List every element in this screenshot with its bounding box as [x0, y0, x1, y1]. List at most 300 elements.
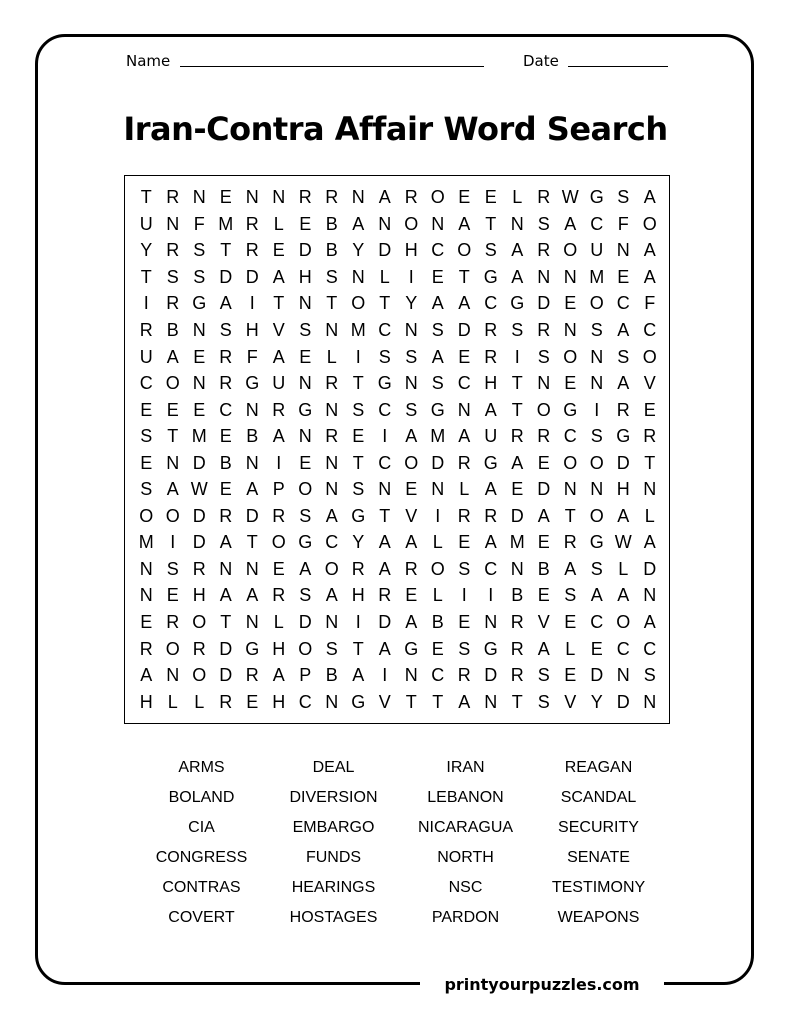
grid-cell[interactable]: L [432, 585, 443, 606]
grid-cell[interactable]: A [378, 532, 391, 553]
grid-cell[interactable]: T [644, 452, 656, 473]
grid-cell[interactable]: D [192, 505, 206, 526]
grid-cell[interactable]: R [484, 505, 498, 526]
grid-cell[interactable]: R [325, 426, 339, 447]
grid-cell[interactable]: N [166, 665, 180, 686]
grid-cell[interactable]: N [484, 612, 498, 633]
grid-cell[interactable]: A [219, 585, 232, 606]
grid-cell[interactable]: T [352, 373, 364, 394]
grid-cell[interactable]: B [325, 213, 338, 234]
grid-cell[interactable]: E [405, 585, 418, 606]
grid-cell[interactable]: E [511, 479, 524, 500]
grid-cell[interactable]: A [140, 665, 153, 686]
grid-cell[interactable]: G [589, 187, 604, 208]
grid-cell[interactable]: G [245, 373, 260, 394]
grid-cell[interactable]: N [245, 452, 259, 473]
grid-cell[interactable]: N [404, 320, 418, 340]
grid-cell[interactable]: O [404, 213, 419, 234]
grid-cell[interactable]: N [192, 320, 206, 340]
grid-cell[interactable]: E [193, 346, 206, 367]
grid-cell[interactable]: A [484, 479, 497, 500]
grid-cell[interactable]: Y [352, 240, 365, 261]
grid-cell[interactable]: A [484, 399, 497, 420]
grid-cell[interactable]: T [167, 426, 179, 447]
grid-cell[interactable]: E [272, 558, 285, 579]
grid-cell[interactable]: S [458, 558, 471, 579]
grid-cell[interactable]: H [404, 240, 418, 261]
grid-cell[interactable]: E [166, 399, 179, 420]
grid-cell[interactable]: D [219, 638, 233, 659]
grid-cell[interactable]: D [245, 266, 259, 287]
grid-cell[interactable]: B [325, 665, 338, 686]
grid-cell[interactable]: G [483, 266, 498, 287]
grid-cell[interactable]: A [272, 266, 285, 287]
grid-cell[interactable]: B [246, 426, 259, 447]
grid-cell[interactable]: R [219, 691, 233, 712]
grid-cell[interactable]: R [643, 426, 657, 447]
grid-cell[interactable]: P [272, 479, 285, 500]
grid-cell[interactable]: A [246, 479, 259, 500]
grid-cell[interactable]: C [378, 320, 392, 340]
grid-cell[interactable]: D [510, 505, 524, 526]
grid-cell[interactable]: O [298, 479, 313, 500]
grid-cell[interactable]: T [511, 691, 523, 712]
grid-cell[interactable]: N [192, 373, 206, 394]
grid-cell[interactable]: O [589, 505, 604, 526]
grid-cell[interactable]: A [352, 213, 365, 234]
grid-cell[interactable]: C [219, 399, 233, 420]
grid-cell[interactable]: D [378, 612, 392, 633]
grid-cell[interactable]: B [166, 320, 179, 340]
grid-cell[interactable]: O [324, 558, 339, 579]
grid-cell[interactable]: N [245, 558, 259, 579]
grid-cell[interactable]: D [245, 505, 259, 526]
grid-cell[interactable]: B [537, 558, 550, 579]
grid-cell[interactable]: A [537, 638, 550, 659]
grid-cell[interactable]: H [351, 585, 365, 606]
grid-cell[interactable]: N [325, 452, 339, 473]
grid-cell[interactable]: S [193, 240, 206, 261]
grid-cell[interactable]: A [458, 426, 471, 447]
grid-cell[interactable]: L [194, 691, 205, 712]
grid-cell[interactable]: E [458, 612, 471, 633]
grid-cell[interactable]: N [563, 320, 577, 340]
grid-cell[interactable]: A [643, 266, 656, 287]
grid-cell[interactable]: A [617, 373, 630, 394]
grid-cell[interactable]: R [245, 665, 259, 686]
grid-cell[interactable]: S [299, 320, 312, 340]
grid-cell[interactable]: L [512, 187, 523, 208]
grid-cell[interactable]: O [589, 452, 604, 473]
grid-cell[interactable]: A [458, 691, 471, 712]
grid-cell[interactable]: H [484, 373, 498, 394]
grid-cell[interactable]: G [589, 532, 604, 553]
grid-cell[interactable]: R [616, 399, 630, 420]
grid-cell[interactable]: U [590, 240, 604, 261]
grid-cell[interactable]: M [509, 532, 525, 553]
grid-cell[interactable]: S [299, 585, 312, 606]
grid-cell[interactable]: N [510, 213, 524, 234]
grid-cell[interactable]: N [590, 479, 604, 500]
grid-cell[interactable]: N [139, 585, 153, 606]
grid-cell[interactable]: C [590, 612, 604, 633]
grid-cell[interactable]: O [642, 346, 657, 367]
grid-cell[interactable]: A [378, 187, 391, 208]
grid-cell[interactable]: V [643, 373, 656, 394]
grid-cell[interactable]: B [325, 240, 338, 261]
grid-cell[interactable]: R [166, 187, 180, 208]
grid-cell[interactable]: S [405, 399, 418, 420]
grid-cell[interactable]: N [166, 452, 180, 473]
grid-cell[interactable]: T [564, 505, 576, 526]
grid-cell[interactable]: N [616, 665, 630, 686]
grid-cell[interactable]: T [140, 187, 152, 208]
grid-cell[interactable]: R [404, 558, 418, 579]
grid-cell[interactable]: A [564, 213, 577, 234]
grid-cell[interactable]: C [616, 638, 630, 659]
grid-cell[interactable]: N [192, 187, 206, 208]
grid-cell[interactable]: R [378, 585, 392, 606]
grid-cell[interactable]: A [564, 558, 577, 579]
grid-cell[interactable]: N [563, 266, 577, 287]
grid-cell[interactable]: O [139, 505, 154, 526]
grid-cell[interactable]: R [484, 320, 498, 340]
grid-cell[interactable]: N [643, 479, 657, 500]
grid-cell[interactable]: M [350, 320, 366, 340]
grid-cell[interactable]: C [298, 691, 312, 712]
grid-cell[interactable]: S [564, 585, 577, 606]
grid-cell[interactable]: R [563, 532, 577, 553]
grid-cell[interactable]: L [326, 346, 337, 367]
grid-cell[interactable]: T [405, 691, 417, 712]
grid-cell[interactable]: S [352, 479, 365, 500]
grid-cell[interactable]: N [537, 266, 551, 287]
grid-cell[interactable]: N [404, 665, 418, 686]
grid-cell[interactable]: C [590, 213, 604, 234]
grid-cell[interactable]: P [299, 665, 312, 686]
grid-cell[interactable]: O [563, 452, 578, 473]
grid-cell[interactable]: U [484, 426, 498, 447]
grid-cell[interactable]: T [220, 612, 232, 633]
grid-cell[interactable]: A [617, 505, 630, 526]
grid-cell[interactable]: A [219, 532, 232, 553]
grid-cell[interactable]: A [643, 187, 656, 208]
grid-cell[interactable]: O [563, 346, 578, 367]
grid-cell[interactable]: E [299, 452, 312, 473]
grid-cell[interactable]: A [325, 505, 338, 526]
grid-cell[interactable]: A [643, 532, 656, 553]
grid-cell[interactable]: E [405, 479, 418, 500]
grid-cell[interactable]: N [325, 612, 339, 633]
grid-cell[interactable]: F [617, 213, 629, 234]
grid-cell[interactable]: O [351, 293, 366, 314]
grid-cell[interactable]: D [643, 558, 657, 579]
grid-cell[interactable]: A [166, 479, 179, 500]
grid-cell[interactable]: M [430, 426, 446, 447]
grid-cell[interactable]: U [272, 373, 286, 394]
grid-cell[interactable]: G [404, 638, 419, 659]
grid-cell[interactable]: D [219, 665, 233, 686]
grid-cell[interactable]: L [618, 558, 629, 579]
grid-cell[interactable]: E [352, 426, 365, 447]
grid-cell[interactable]: R [219, 373, 233, 394]
grid-cell[interactable]: L [459, 479, 470, 500]
grid-cell[interactable]: O [536, 399, 551, 420]
grid-cell[interactable]: N [245, 399, 259, 420]
grid-cell[interactable]: L [273, 612, 284, 633]
grid-cell[interactable]: B [511, 585, 524, 606]
grid-cell[interactable]: C [325, 532, 339, 553]
grid-cell[interactable]: H [192, 585, 206, 606]
grid-cell[interactable]: R [245, 240, 259, 261]
grid-cell[interactable]: A [431, 346, 444, 367]
grid-cell[interactable]: A [166, 346, 179, 367]
grid-cell[interactable]: I [514, 346, 520, 367]
grid-cell[interactable]: E [564, 373, 577, 394]
grid-cell[interactable]: G [298, 532, 313, 553]
grid-cell[interactable]: R [510, 665, 524, 686]
grid-cell[interactable]: E [564, 293, 577, 314]
grid-cell[interactable]: R [510, 638, 524, 659]
grid-cell[interactable]: C [378, 399, 392, 420]
grid-cell[interactable]: N [351, 266, 365, 287]
grid-cell[interactable]: E [458, 346, 471, 367]
grid-cell[interactable]: E [484, 187, 497, 208]
grid-cell[interactable]: G [510, 293, 525, 314]
grid-cell[interactable]: G [616, 426, 631, 447]
grid-cell[interactable]: C [616, 293, 630, 314]
grid-cell[interactable]: I [594, 399, 600, 420]
grid-cell[interactable]: D [616, 691, 630, 712]
grid-cell[interactable]: G [483, 638, 498, 659]
grid-cell[interactable]: D [219, 266, 233, 287]
grid-cell[interactable]: E [564, 612, 577, 633]
grid-cell[interactable]: E [458, 187, 471, 208]
grid-cell[interactable]: R [166, 612, 180, 633]
grid-cell[interactable]: C [643, 638, 657, 659]
grid-cell[interactable]: A [219, 293, 232, 314]
grid-cell[interactable]: E [219, 479, 232, 500]
grid-cell[interactable]: I [382, 426, 388, 447]
grid-cell[interactable]: O [192, 665, 207, 686]
grid-cell[interactable]: E [140, 399, 153, 420]
grid-cell[interactable]: N [510, 558, 524, 579]
grid-cell[interactable]: T [511, 399, 523, 420]
grid-cell[interactable]: L [432, 532, 443, 553]
grid-cell[interactable]: G [563, 399, 578, 420]
grid-cell[interactable]: O [165, 373, 180, 394]
grid-cell[interactable]: R [351, 558, 365, 579]
grid-cell[interactable]: R [510, 612, 524, 633]
grid-cell[interactable]: D [192, 532, 206, 553]
grid-cell[interactable]: N [272, 187, 286, 208]
grid-cell[interactable]: A [617, 320, 630, 340]
grid-cell[interactable]: L [565, 638, 576, 659]
grid-cell[interactable]: R [192, 638, 206, 659]
grid-cell[interactable]: G [483, 452, 498, 473]
grid-cell[interactable]: A [405, 532, 418, 553]
grid-cell[interactable]: O [298, 638, 313, 659]
grid-cell[interactable]: C [431, 665, 445, 686]
grid-cell[interactable]: R [139, 320, 153, 340]
grid-cell[interactable]: G [245, 638, 260, 659]
grid-cell[interactable]: S [219, 320, 232, 340]
grid-cell[interactable]: A [458, 213, 471, 234]
grid-cell[interactable]: A [405, 612, 418, 633]
grid-cell[interactable]: V [564, 691, 577, 712]
grid-cell[interactable]: H [245, 320, 259, 340]
grid-cell[interactable]: D [431, 452, 445, 473]
grid-cell[interactable]: D [192, 452, 206, 473]
grid-cell[interactable]: N [298, 293, 312, 314]
grid-cell[interactable]: S [484, 240, 497, 261]
grid-cell[interactable]: R [245, 213, 259, 234]
grid-cell[interactable]: R [219, 505, 233, 526]
grid-cell[interactable]: E [431, 266, 444, 287]
grid-cell[interactable]: N [298, 426, 312, 447]
grid-cell[interactable]: C [484, 293, 498, 314]
grid-cell[interactable]: O [192, 612, 207, 633]
grid-cell[interactable]: R [404, 187, 418, 208]
grid-cell[interactable]: S [431, 320, 444, 340]
grid-cell[interactable]: O [642, 213, 657, 234]
grid-cell[interactable]: N [378, 479, 392, 500]
grid-cell[interactable]: S [405, 346, 418, 367]
grid-cell[interactable]: N [219, 558, 233, 579]
grid-cell[interactable]: E [219, 187, 232, 208]
grid-cell[interactable]: Y [352, 532, 365, 553]
grid-cell[interactable]: S [140, 426, 153, 447]
grid-cell[interactable]: A [643, 612, 656, 633]
grid-cell[interactable]: N [431, 213, 445, 234]
grid-cell[interactable]: S [431, 373, 444, 394]
grid-cell[interactable]: O [616, 612, 631, 633]
grid-cell[interactable]: G [351, 691, 366, 712]
grid-cell[interactable]: R [457, 505, 471, 526]
grid-cell[interactable]: N [590, 346, 604, 367]
grid-cell[interactable]: A [405, 426, 418, 447]
grid-cell[interactable]: S [140, 479, 153, 500]
grid-cell[interactable]: C [457, 373, 471, 394]
grid-cell[interactable]: T [511, 373, 523, 394]
grid-cell[interactable]: T [352, 452, 364, 473]
grid-cell[interactable]: N [431, 479, 445, 500]
grid-cell[interactable]: Y [140, 240, 153, 261]
grid-cell[interactable]: R [484, 346, 498, 367]
grid-cell[interactable]: H [139, 691, 153, 712]
grid-cell[interactable]: A [537, 505, 550, 526]
grid-cell[interactable]: S [617, 187, 630, 208]
grid-cell[interactable]: B [431, 612, 444, 633]
grid-cell[interactable]: S [511, 320, 524, 340]
grid-cell[interactable]: A [272, 665, 285, 686]
grid-cell[interactable]: R [298, 187, 312, 208]
grid-cell[interactable]: N [616, 240, 630, 261]
grid-cell[interactable]: E [617, 266, 630, 287]
grid-cell[interactable]: S [590, 426, 603, 447]
grid-cell[interactable]: T [458, 266, 470, 287]
grid-cell[interactable]: I [143, 293, 149, 314]
grid-cell[interactable]: E [590, 638, 603, 659]
grid-cell[interactable]: A [272, 346, 285, 367]
grid-cell[interactable]: U [139, 346, 153, 367]
grid-cell[interactable]: Y [405, 293, 418, 314]
grid-cell[interactable]: S [458, 638, 471, 659]
grid-cell[interactable]: R [325, 373, 339, 394]
grid-cell[interactable]: S [537, 213, 550, 234]
grid-cell[interactable]: L [379, 266, 390, 287]
grid-cell[interactable]: A [378, 638, 391, 659]
grid-cell[interactable]: E [140, 612, 153, 633]
grid-cell[interactable]: W [190, 479, 208, 500]
grid-cell[interactable]: H [616, 479, 630, 500]
grid-cell[interactable]: S [537, 346, 550, 367]
grid-cell[interactable]: H [272, 638, 286, 659]
grid-cell[interactable]: N [325, 399, 339, 420]
grid-cell[interactable]: E [193, 399, 206, 420]
grid-cell[interactable]: T [246, 532, 258, 553]
grid-cell[interactable]: D [457, 320, 471, 340]
grid-cell[interactable]: A [617, 585, 630, 606]
grid-cell[interactable]: E [246, 691, 259, 712]
grid-cell[interactable]: R [537, 320, 551, 340]
grid-cell[interactable]: S [590, 558, 603, 579]
grid-cell[interactable]: S [193, 266, 206, 287]
grid-cell[interactable]: A [272, 426, 285, 447]
grid-cell[interactable]: C [484, 558, 498, 579]
grid-cell[interactable]: S [166, 558, 179, 579]
name-field[interactable] [180, 66, 484, 67]
grid-cell[interactable]: N [484, 691, 498, 712]
grid-cell[interactable]: F [644, 293, 656, 314]
grid-cell[interactable]: E [219, 426, 232, 447]
grid-cell[interactable]: S [352, 399, 365, 420]
grid-cell[interactable]: T [379, 505, 391, 526]
date-field[interactable] [568, 66, 668, 67]
grid-cell[interactable]: N [537, 373, 551, 394]
grid-cell[interactable]: Y [590, 691, 603, 712]
grid-cell[interactable]: G [351, 505, 366, 526]
grid-cell[interactable]: N [404, 373, 418, 394]
grid-cell[interactable]: N [563, 479, 577, 500]
grid-cell[interactable]: N [166, 213, 180, 234]
grid-cell[interactable]: A [458, 293, 471, 314]
grid-cell[interactable]: C [378, 452, 392, 473]
grid-cell[interactable]: L [167, 691, 178, 712]
grid-cell[interactable]: O [563, 240, 578, 261]
grid-cell[interactable]: N [139, 558, 153, 579]
grid-cell[interactable]: D [590, 665, 604, 686]
grid-cell[interactable]: O [404, 452, 419, 473]
grid-cell[interactable]: I [461, 585, 467, 606]
grid-cell[interactable]: N [643, 585, 657, 606]
grid-cell[interactable]: T [352, 638, 364, 659]
grid-cell[interactable]: H [272, 691, 286, 712]
grid-cell[interactable]: I [488, 585, 494, 606]
grid-cell[interactable]: T [379, 293, 391, 314]
grid-cell[interactable]: R [166, 240, 180, 261]
grid-cell[interactable]: N [590, 373, 604, 394]
grid-cell[interactable]: N [378, 213, 392, 234]
grid-cell[interactable]: S [537, 665, 550, 686]
grid-cell[interactable]: R [272, 585, 286, 606]
grid-cell[interactable]: W [614, 532, 632, 553]
grid-cell[interactable]: A [511, 240, 524, 261]
grid-cell[interactable]: E [537, 585, 550, 606]
grid-cell[interactable]: E [166, 585, 179, 606]
grid-cell[interactable]: A [511, 452, 524, 473]
grid-cell[interactable]: M [589, 266, 605, 287]
